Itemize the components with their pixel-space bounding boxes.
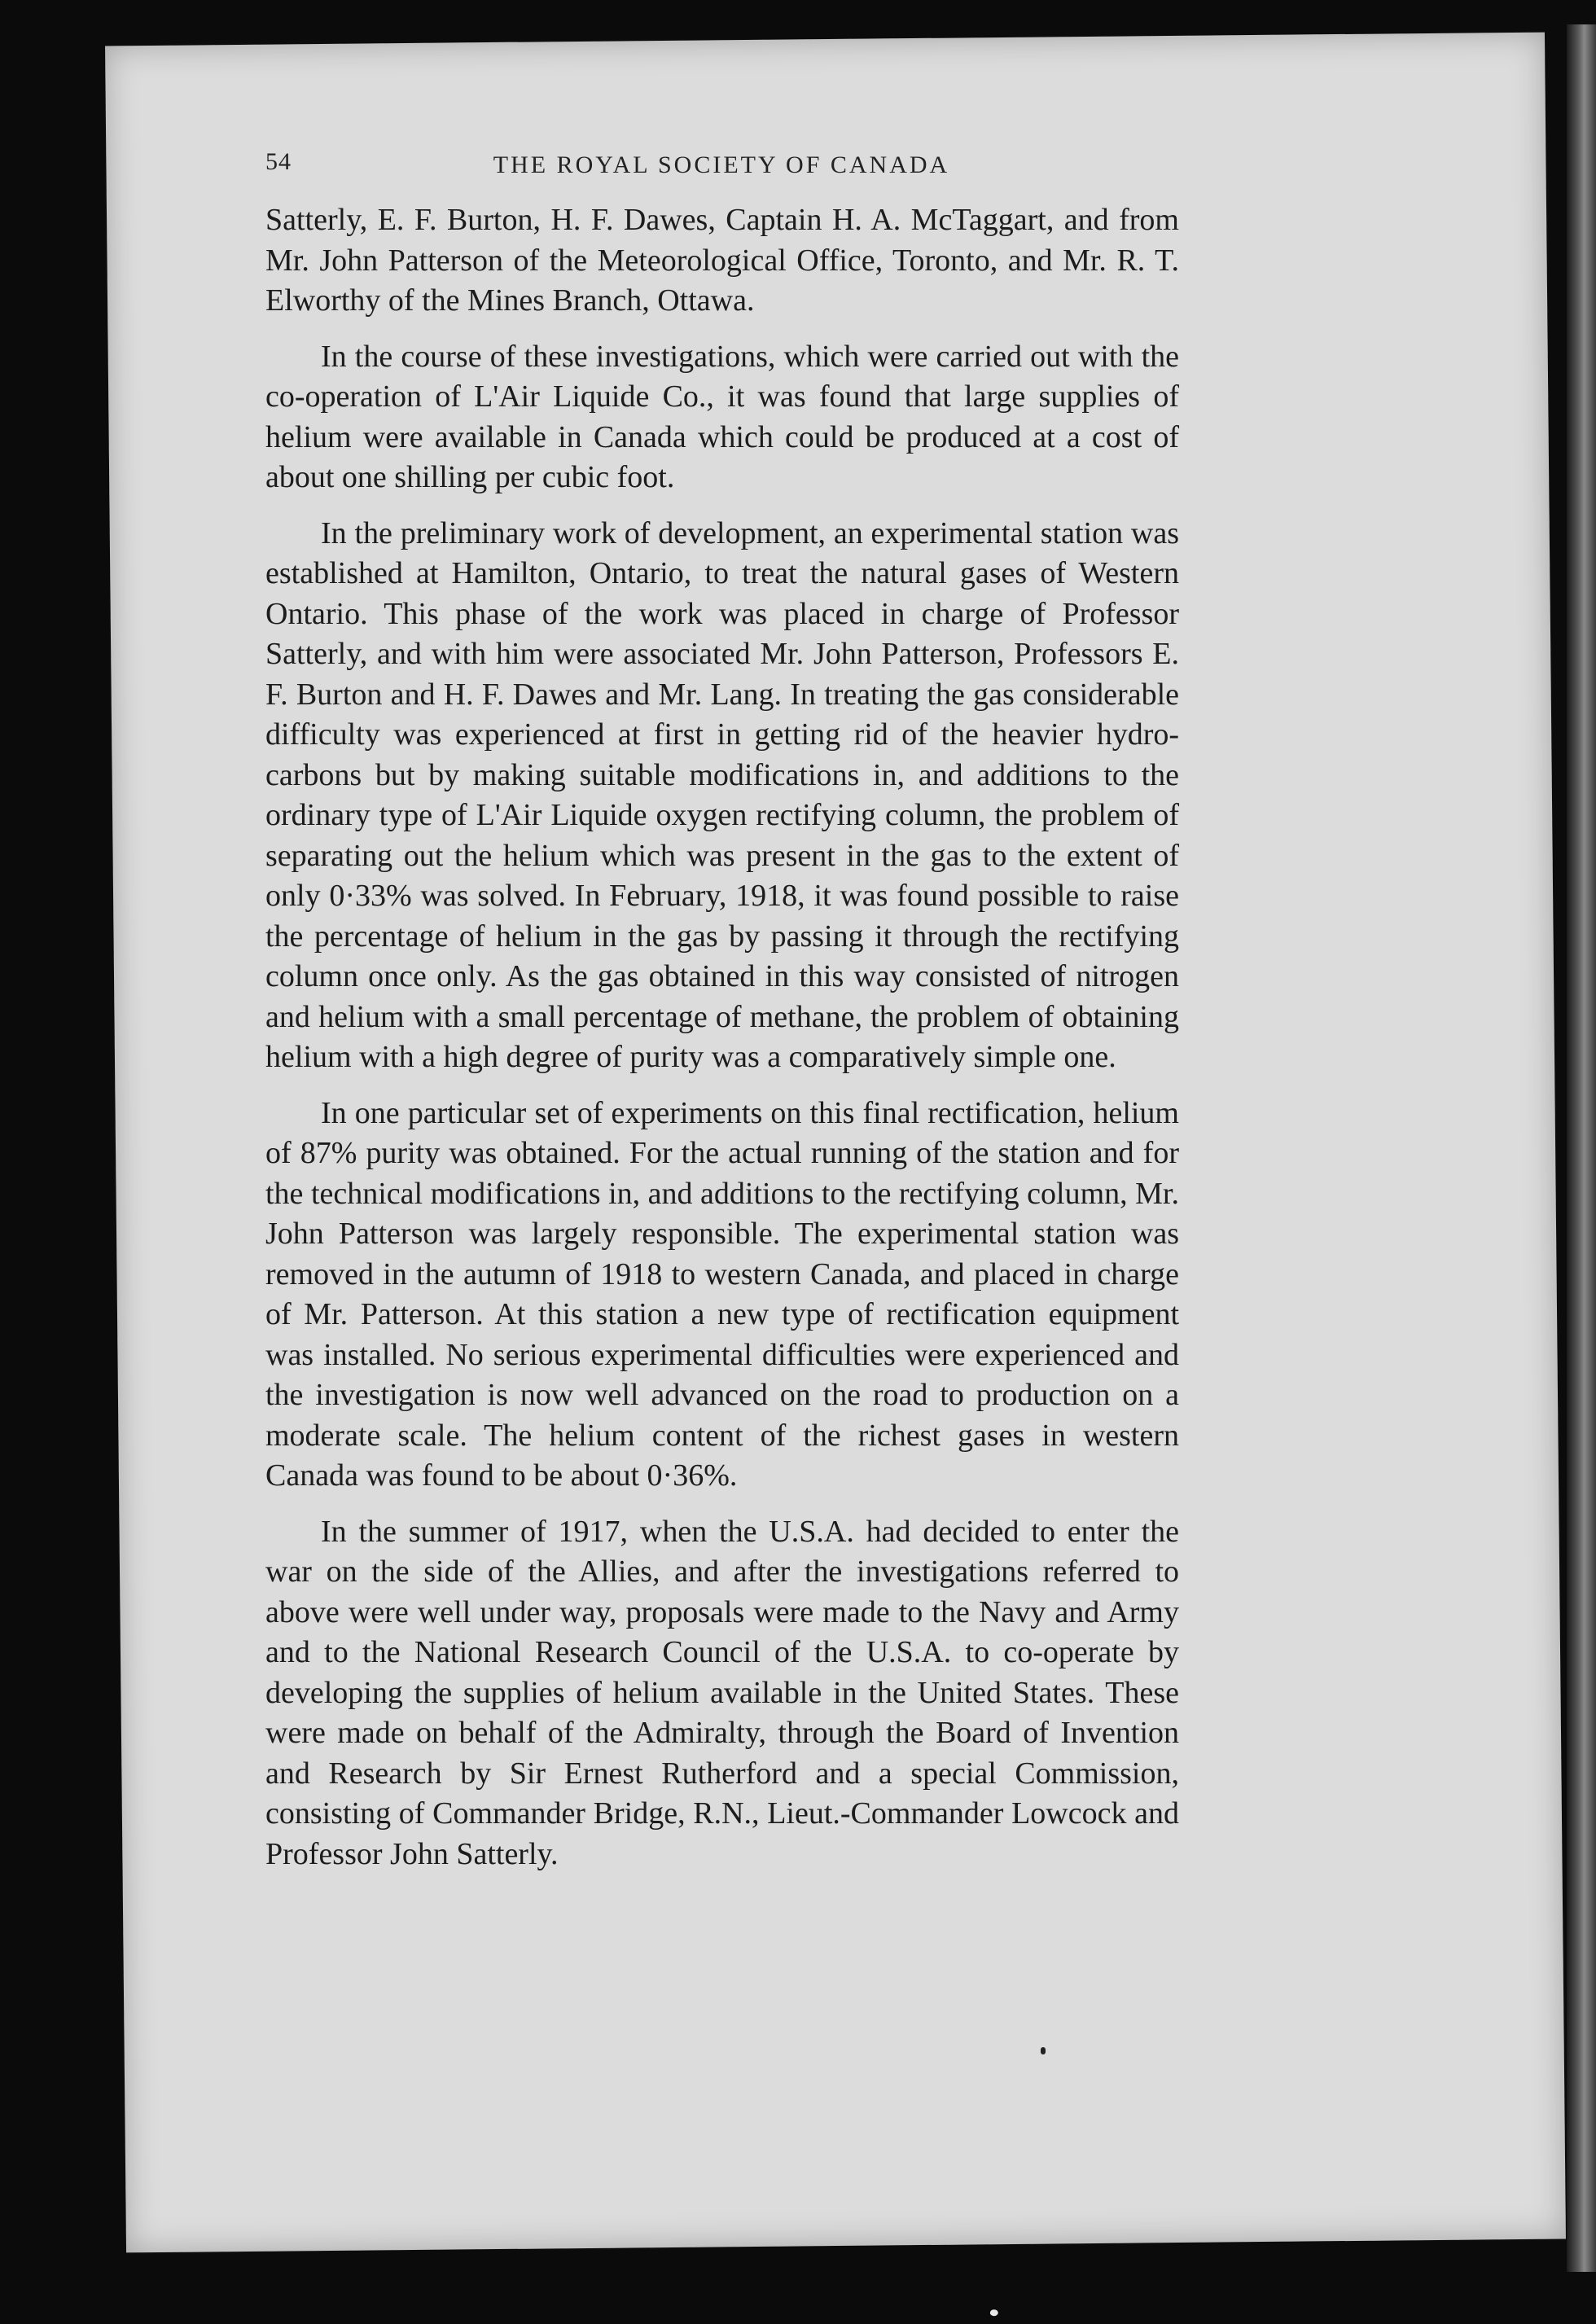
page-number: 54 bbox=[265, 148, 292, 175]
running-head: THE ROYAL SOCIETY OF CANADA bbox=[493, 151, 950, 178]
paragraph: In the summer of 1917, when the U.S.A. had decided to enter the war on the side of the Allies, and after the investigations referred to above were well under way, proposals were made to the Navy and Army and to the National Research Council of the U.S.A. to co-operate by developing the supplies of helium available in the United States. These were made on behalf of the Admiralty, through the Board of Invention and Research by Sir Ernest Rutherford and a special Commission, consisting of Commander Bridge, R.N., Lieut.-Commander Lowcock and Professor John Satterly. bbox=[265, 1514, 1179, 1871]
paragraph: In the preliminary work of development, an experimental station was established at Hamilton, Ontario, to treat the natural gases of Western Ontario. This phase of the work was placed in charge of Professor Satterly, and with him were associated Mr. John Patterson, Professors E. F. Burton and H. F. Dawes and Mr. Lang. In treating the gas considerable difficulty was experienced at first in getting rid of the heavier hydro-carbons but by making suitable modifications in, and additions to the ordinary type of L'Air Liquide oxygen rectifying column, the problem of separating out the helium which was present in the gas to the extent of only 0·33% was solved. In February, 1918, it was found possible to raise the percentage of helium in the gas by passing it through the rectifying column once only. As the gas obtained in this way consisted of nitrogen and helium with a small percentage of methane, the problem of obtaining helium with a high degree of purity was a comparatively simple one. bbox=[265, 515, 1179, 1074]
page-body bbox=[265, 200, 1179, 1890]
paragraph: In one particular set of experiments on this final rectification, helium of 87% purity was obtained. For the actual running of the station and for the technical modifications in, and additions to the rectifying column, Mr. John Patterson was largely responsible. The experimental station was removed in the autumn of 1918 to western Canada, and placed in charge of Mr. Patterson. At this station a new type of rectification equipment was installed. No serious experimental difficulties were experienced and the investigation is now well advanced on the road to production on a moderate scale. The helium content of the richest gases in western Canada was found to be about 0·36%. bbox=[265, 1095, 1179, 1493]
ink-mark bbox=[1041, 2047, 1046, 2054]
scan-right-edge bbox=[1567, 24, 1596, 2272]
scan-speck bbox=[990, 2309, 998, 2316]
page-header bbox=[265, 148, 1177, 189]
scan-left-margin bbox=[0, 0, 116, 2297]
paragraph: Satterly, E. F. Burton, H. F. Dawes, Captain H. A. McTaggart, and from Mr. John Patterson of the Meteorological Office, Toronto, and Mr. R. T. Elworthy of the Mines Branch, Ottawa. bbox=[265, 203, 1179, 318]
paragraph: In the course of these investigations, which were carried out with the co-operation of L'Air Liquide Co., it was found that large supplies of helium were available in Canada which could be produced at a cost of about one shilling per cubic foot. bbox=[265, 339, 1179, 494]
